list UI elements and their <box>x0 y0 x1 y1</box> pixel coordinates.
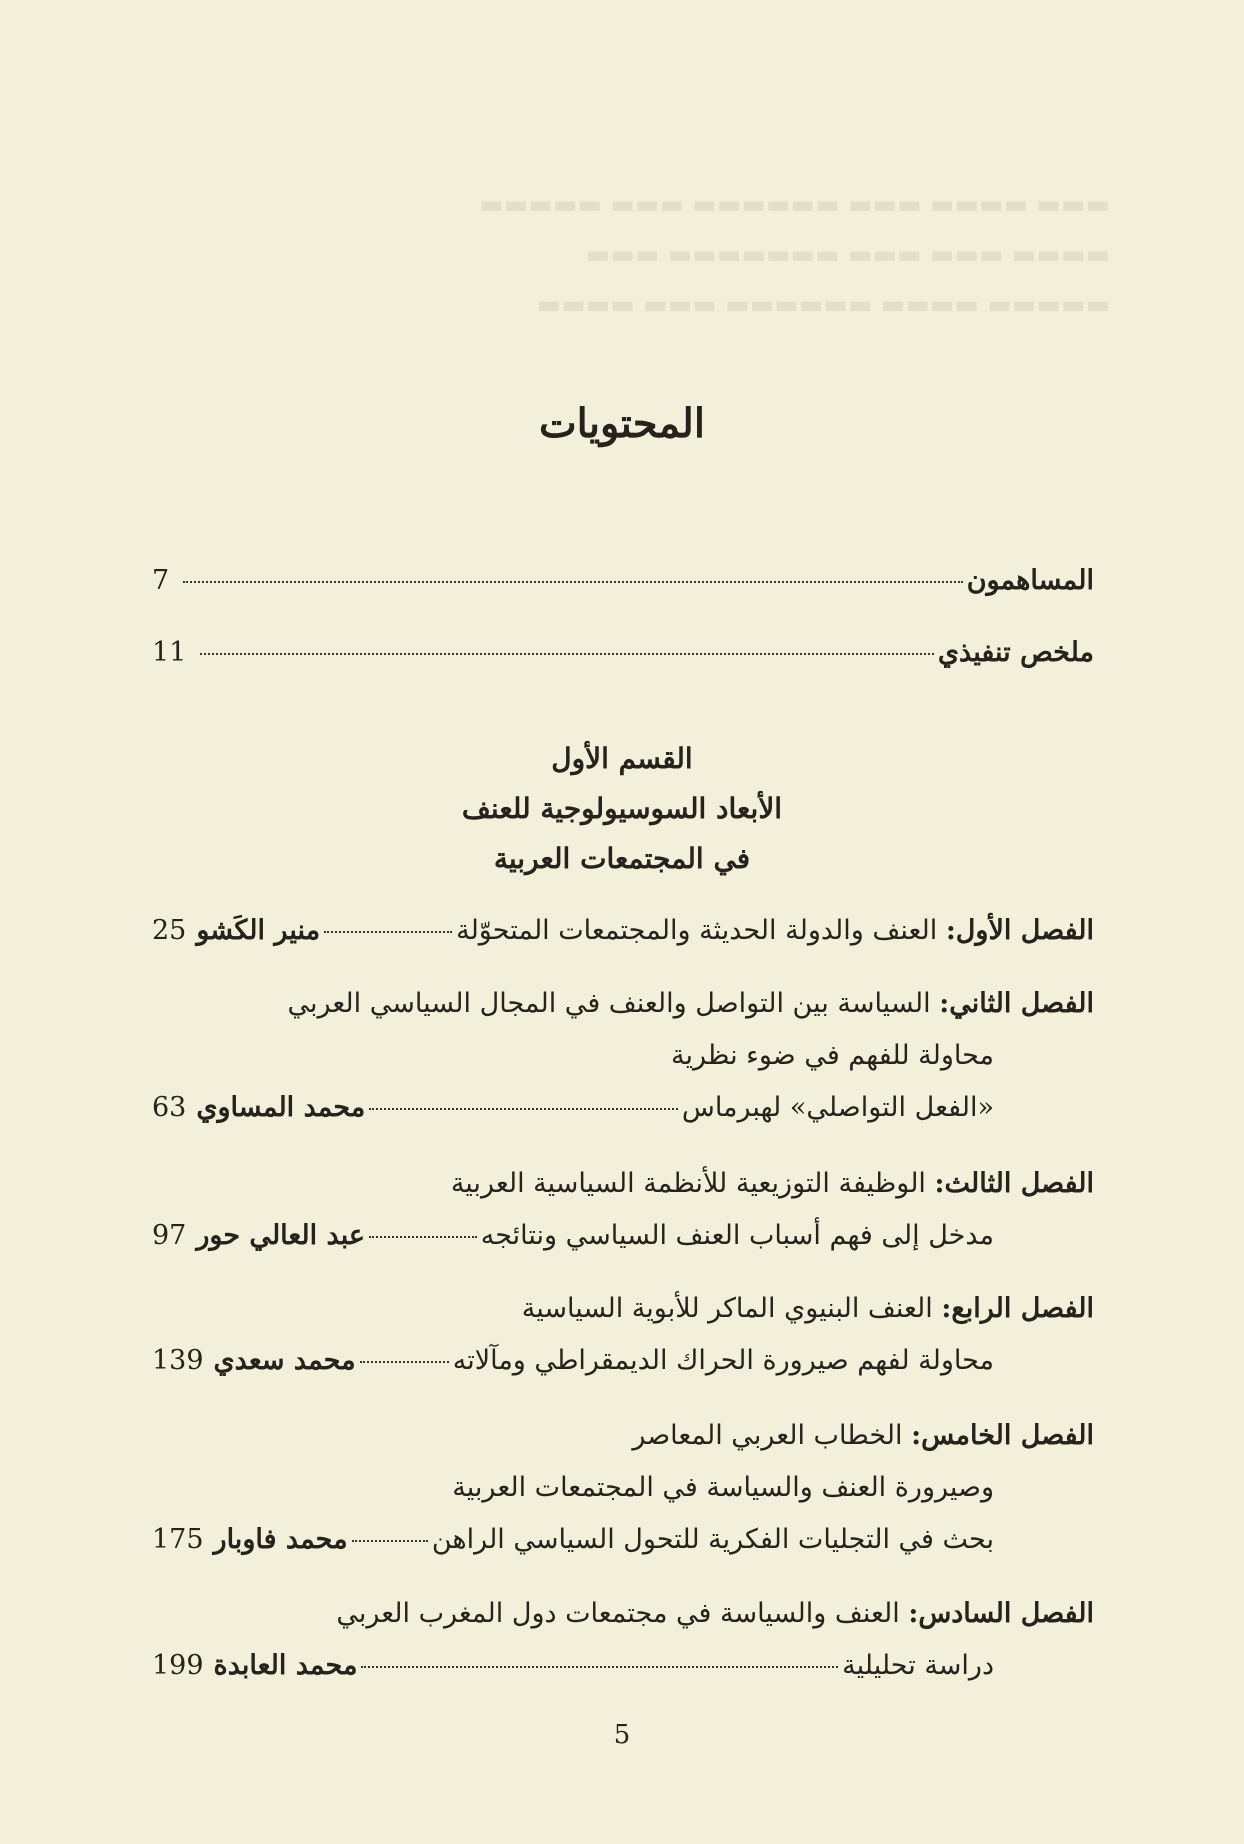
dot-leader <box>324 931 452 933</box>
chapter-heading: الفصل الثاني: <box>939 988 1094 1019</box>
section-heading: في المجتمعات العربية <box>493 842 751 875</box>
chapter-3-heading-line <box>152 1168 1094 1199</box>
page-footer-number: 5 <box>613 1720 631 1750</box>
page-title: المحتويات <box>539 400 705 447</box>
chapter-author: محمد سعدي <box>213 1345 356 1376</box>
toc-entry-title: المساهمون <box>966 565 1094 596</box>
chapter-subtitle: محاولة لفهم صيرورة الحراك الديمقراطي ومآلاته <box>452 1345 994 1376</box>
chapter-title: العنف والدولة الحديثة والمجتمعات المتحوّلة <box>456 915 938 946</box>
page-number: 11 <box>152 637 187 668</box>
chapter-title: السياسة بين التواصل والعنف في المجال السياسي العربي <box>287 988 931 1019</box>
chapter-title: العنف البنيوي الماكر للأبوية السياسية <box>521 1293 933 1324</box>
chapter-author: منير الكَشو <box>196 915 321 946</box>
chapter-title: الخطاب العربي المعاصر <box>632 1420 903 1451</box>
chapter-subtitle: بحث في التجليات الفكرية للتحول السياسي الراهن <box>431 1524 994 1555</box>
chapter-4-entry <box>152 1345 994 1376</box>
toc-entry <box>152 565 1094 596</box>
chapter-6-entry <box>152 1650 994 1681</box>
chapter-author: محمد العابدة <box>213 1650 358 1681</box>
page-number: 63 <box>152 1092 187 1123</box>
chapter-subtitle: محاولة للفهم في ضوء نظرية <box>671 1040 994 1071</box>
toc-entry <box>152 637 1094 668</box>
chapter-5-heading-line <box>152 1420 1094 1451</box>
bleed-through-text: ▬▬▬ ▬▬▬▬ ▬▬▬ ▬▬▬▬▬▬ ▬▬▬ ▬▬▬▬▬ ▬▬▬▬ ▬▬▬ ▬▬▬ ▬▬▬▬▬▬▬ ▬▬▬ ▬▬▬▬▬ ▬▬▬▬ ▬▬▬▬▬▬ ▬▬▬ ▬▬▬▬ <box>479 190 1110 320</box>
toc-entry-title: ملخص تنفيذي <box>937 637 1094 668</box>
dot-leader <box>369 1236 477 1238</box>
page-number: 175 <box>152 1524 204 1555</box>
chapter-heading: الفصل السادس: <box>908 1598 1094 1629</box>
chapter-3-entry <box>152 1220 994 1251</box>
chapter-heading: الفصل الأول: <box>945 915 1094 946</box>
page-number: 97 <box>152 1220 187 1251</box>
chapter-subtitle: مدخل إلى فهم أسباب العنف السياسي ونتائجه <box>480 1220 994 1251</box>
chapter-subtitle: «الفعل التواصلي» لهبرماس <box>681 1092 994 1123</box>
chapter-title: العنف والسياسة في مجتمعات دول المغرب العربي <box>336 1598 900 1629</box>
page-number: 139 <box>152 1345 204 1376</box>
dot-leader <box>200 653 934 655</box>
dot-leader <box>369 1108 678 1110</box>
chapter-5-entry <box>152 1524 994 1555</box>
chapter-4-heading-line <box>152 1293 1094 1324</box>
chapter-2-heading-line <box>152 988 1094 1019</box>
chapter-6-heading-line <box>152 1598 1094 1629</box>
chapter-2-entry <box>152 1092 994 1123</box>
chapter-author: محمد فاوبار <box>213 1524 348 1555</box>
chapter-heading: الفصل الرابع: <box>941 1293 1094 1324</box>
page-number: 25 <box>152 915 187 946</box>
chapter-heading: الفصل الثالث: <box>934 1168 1094 1199</box>
chapter-title: الوظيفة التوزيعية للأنظمة السياسية العربية <box>450 1168 926 1199</box>
dot-leader <box>360 1361 449 1363</box>
chapter-author: محمد المساوي <box>196 1092 366 1123</box>
dot-leader <box>183 581 963 583</box>
chapter-subtitle: دراسة تحليلية <box>842 1650 994 1681</box>
page-number: 7 <box>152 565 170 596</box>
dot-leader <box>361 1666 838 1668</box>
section-heading: القسم الأول <box>551 742 693 775</box>
dot-leader <box>352 1540 428 1542</box>
chapter-author: عبد العالي حور <box>196 1220 365 1251</box>
section-heading: الأبعاد السوسيولوجية للعنف <box>461 792 783 825</box>
page-number: 199 <box>152 1650 204 1681</box>
chapter-1-entry <box>152 915 1094 946</box>
chapter-subtitle: وصيرورة العنف والسياسة في المجتمعات العربية <box>452 1472 994 1503</box>
chapter-heading: الفصل الخامس: <box>911 1420 1094 1451</box>
